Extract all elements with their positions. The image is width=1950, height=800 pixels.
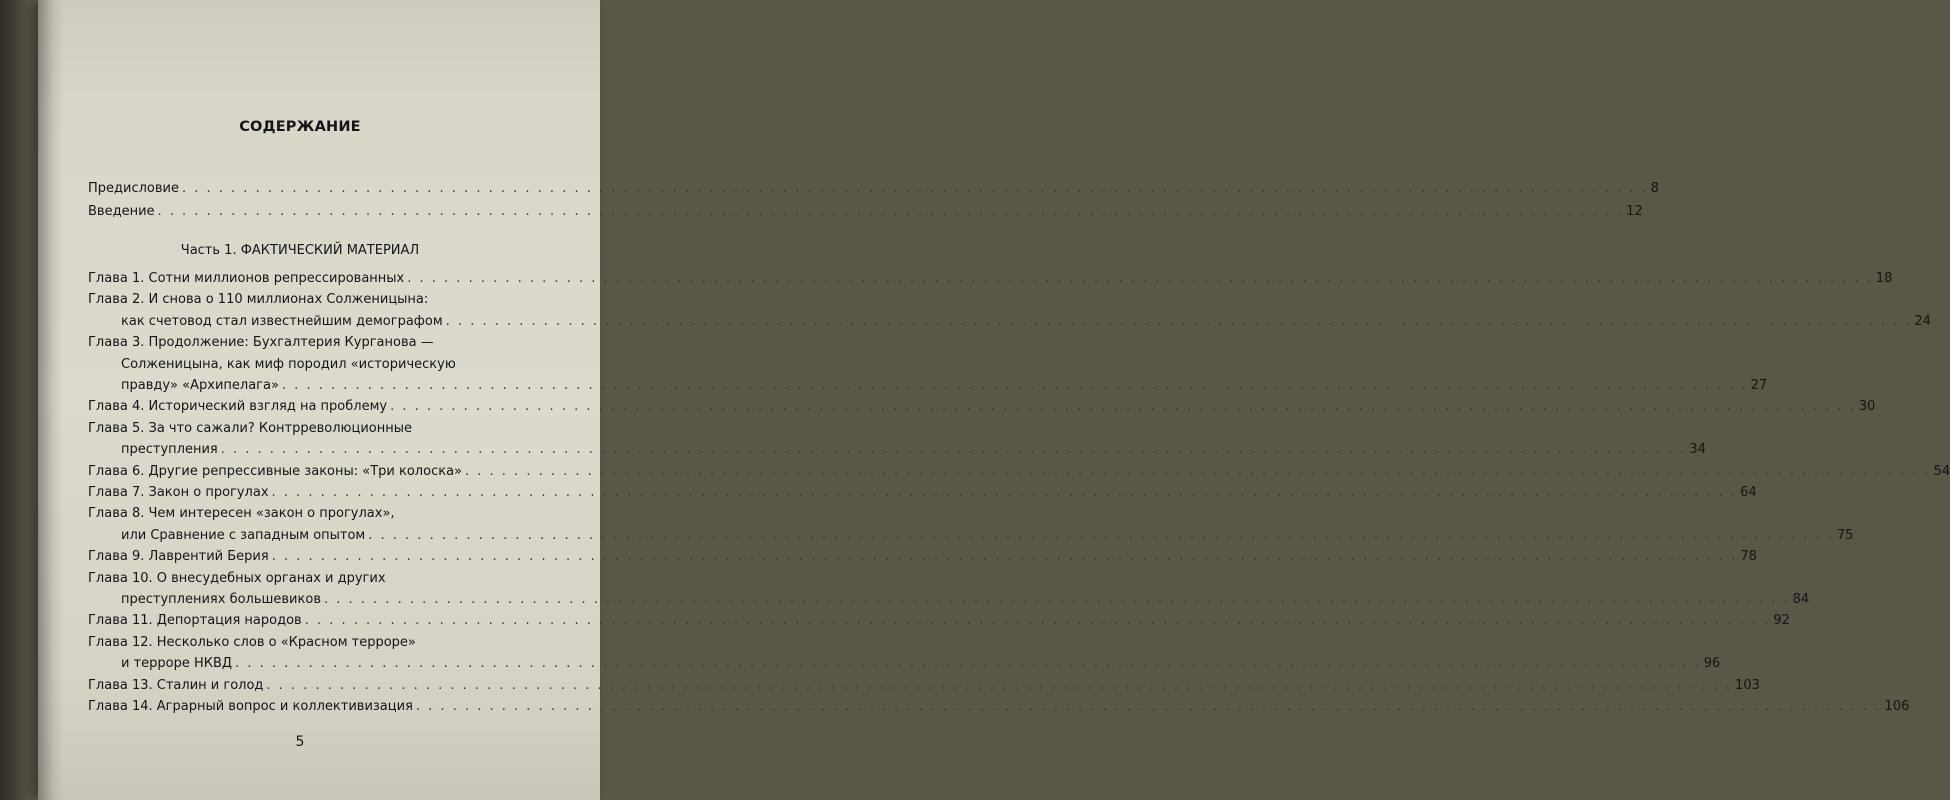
toc-entry-page: 106 [1884,699,1910,714]
toc-entry-page: 78 [1740,549,1757,565]
toc-entry-page: 103 [1735,677,1760,693]
dot-leader: . . . . . . . . . . . . . . . . . . . . . . . . . . . . . . . . . . . . . . . . . . . . . . . . . . . . . . . . . . . . . . . . . . . . . . . . . . . . . . . . . . . . . . . . . . . . . . . . . . . . . . . . . . . . . . . . . . . . . . . . [304,613,1771,629]
toc-entry-page: 30 [1858,399,1876,415]
toc-entry-page: 92 [1773,613,1790,629]
toc-entry-title: преступлениях большевиков [121,592,321,607]
dot-leader: . . . . . . . . . . . . . . . . . . . . . . . . . . . . . . . . . . . . . . . . . . . . . . . . . . . . . . . . . . . . . . . . . . . . . . . . . . . . . . . . . . . . . . . . . . . . . . . . . . . . . . . . . . . . . . . . . . . . . . . . [271,485,1738,500]
toc-entry-chapter-4 [88,398,1876,415]
toc-entry-chapter-13 [88,677,1760,694]
toc-entry-title: и терроре НКВД [121,656,233,672]
toc-entry-title-line: Глава 10. О внесудебных органах и других [88,570,386,586]
toc-entry-front [88,203,1643,220]
toc-entry-chapter-2 [121,313,1931,330]
dot-leader: . . . . . . . . . . . . . . . . . . . . . . . . . . . . . . . . . . . . . . . . . . . . . . . . . . . . . . . . . . . . . . . . . . . . . . . . . . . . . . . . . . . . . . . . . . . . . . . . . . . . . . . . . . . . . . . . . . . . . . . . [220,442,1687,458]
toc-entry-title-line: Глава 5. За что сажали? Контрреволюционные [88,420,412,436]
toc-entry-title: Глава 13. Сталин и голод [88,677,264,693]
dot-leader: . . . . . . . . . . . . . . . . . . . . . . . . . . . . . . . . . . . . . . . . . . . . . . . . . . . . . . . . . . . . . . . . . . . . . . . . . . . . . . . . . . . . . . . . . . . . . . . . . . . . . . . . . . . . . . . . . . . . . . . . [407,271,1873,286]
toc-entry-page: 75 [1836,527,1854,543]
toc-entry-page: 64 [1740,485,1757,500]
toc-entry-title-line: Глава 3. Продолжение: Бухгалтерия Курганова — [88,335,434,351]
toc-entry-page: 54 [1933,463,1950,479]
toc-entry-title: Глава 4. Исторический взгляд на проблему [88,399,388,415]
toc-entry-title: Глава 14. Аграрный вопрос и коллективизация [88,699,413,714]
toc-entry-chapter-10 [121,591,1810,608]
toc-entry-title: Введение [88,204,155,219]
page-number: 5 [295,734,305,750]
dot-leader: . . . . . . . . . . . . . . . . . . . . . . . . . . . . . . . . . . . . . . . . . . . . . . . . . . . . . . . . . . . . . . . . . . . . . . . . . . . . . . . . . . . . . . . . . . . . . . . . . . . . . . . . . . . . . . . . . . . . . . . . [390,399,1856,415]
toc-entry-title-line: Глава 12. Несколько слов о «Красном терроре» [88,634,416,650]
toc-entry-chapter-11 [88,612,1790,629]
toc-entry-title: преступления [121,442,218,458]
toc-entry-title: Глава 11. Депортация народов [88,613,302,629]
toc-entry-chapter-12 [121,655,1721,672]
toc-entry-page: 27 [1750,378,1768,393]
toc-entry-title: как счетовод стал известнейшим демографом [121,313,443,329]
toc-entry-chapter-6 [88,463,1950,480]
toc-entry-chapter-8 [121,527,1854,544]
toc-entry-chapter-5 [121,441,1706,458]
dot-leader: . . . . . . . . . . . . . . . . . . . . . . . . . . . . . . . . . . . . . . . . . . . . . . . . . . . . . . . . . . . . . . . . . . . . . . . . . . . . . . . . . . . . . . . . . . . . . . . . . . . . . . . . . . . . . . . . . . . . . . . . [235,656,1701,672]
toc-entry-chapter-14 [88,698,1910,715]
toc-entry-title-line: Солженицына, как миф породил «историческую [121,356,456,372]
toc-entry-page: 18 [1875,271,1893,286]
toc-entry-title: Глава 6. Другие репрессивные законы: «Три колоска» [88,463,462,479]
part-heading: Часть 1. ФАКТИЧЕСКИЙ МАТЕРИАЛ [180,243,420,258]
toc-entry-page: 24 [1914,313,1931,329]
toc-entry-page: 96 [1703,656,1721,672]
dot-leader: . . . . . . . . . . . . . . . . . . . . . . . . . . . . . . . . . . . . . . . . . . . . . . . . . . . . . . . . . . . . . . . . . . . . . . . . . . . . . . . . . . . . . . . . . . . . . . . . . . . . . . . . . . . . . . . . . . . . . . . . [266,677,1733,693]
dot-leader: . . . . . . . . . . . . . . . . . . . . . . . . . . . . . . . . . . . . . . . . . . . . . . . . . . . . . . . . . . . . . . . . . . . . . . . . . . . . . . . . . . . . . . . . . . . . . . . . . . . . . . . . . . . . . . . . . . . . . . . . [271,549,1738,565]
toc-entry-title: Глава 9. Лаврентий Берия [88,549,269,565]
toc-entry-page: 84 [1792,592,1810,607]
toc-entry-front [88,180,1659,197]
toc-entry-chapter-9 [88,548,1757,565]
toc-entry-title-line: Глава 8. Чем интересен «закон о прогулах», [88,506,395,522]
toc-entry-page: 8 [1650,181,1659,196]
dot-leader: . . . . . . . . . . . . . . . . . . . . . . . . . . . . . . . . . . . . . . . . . . . . . . . . . . . . . . . . . . . . . . . . . . . . . . . . . . . . . . . . . . . . . . . . . . . . . . . . . . . . . . . . . . . . . . . . . . . . . . . . [281,378,1748,393]
toc-entry-title: правду» «Архипелага» [121,378,279,393]
page-title: СОДЕРЖАНИЕ [239,119,361,135]
toc-entry-title: Глава 7. Закон о прогулах [88,485,269,500]
toc-entry-title: Предисловие [88,181,179,196]
toc-entry-chapter-3 [121,377,1768,394]
dot-leader: . . . . . . . . . . . . . . . . . . . . . . . . . . . . . . . . . . . . . . . . . . . . . . . . . . . . . . . . . . . . . . . . . . . . . . . . . . . . . . . . . . . . . . . . . . . . . . . . . . . . . . . . . . . . . . . . . . . . . . . . [181,181,1648,196]
toc-entry-chapter-7 [88,484,1757,501]
dot-leader: . . . . . . . . . . . . . . . . . . . . . . . . . . . . . . . . . . . . . . . . . . . . . . . . . . . . . . . . . . . . . . . . . . . . . . . . . . . . . . . . . . . . . . . . . . . . . . . . . . . . . . . . . . . . . . . . . . . . . . . . [157,204,1624,219]
dot-leader: . . . . . . . . . . . . . . . . . . . . . . . . . . . . . . . . . . . . . . . . . . . . . . . . . . . . . . . . . . . . . . . . . . . . . . . . . . . . . . . . . . . . . . . . . . . . . . . . . . . . . . . . . . . . . . . . . . . . . . . . [415,699,1882,714]
dot-leader: . . . . . . . . . . . . . . . . . . . . . . . . . . . . . . . . . . . . . . . . . . . . . . . . . . . . . . . . . . . . . . . . . . . . . . . . . . . . . . . . . . . . . . . . . . . . . . . . . . . . . . . . . . . . . . . . . . . . . . . . [445,313,1912,329]
dot-leader: . . . . . . . . . . . . . . . . . . . . . . . . . . . . . . . . . . . . . . . . . . . . . . . . . . . . . . . . . . . . . . . . . . . . . . . . . . . . . . . . . . . . . . . . . . . . . . . . . . . . . . . . . . . . . . . . . . . . . . . . [368,527,1834,543]
dot-leader: . . . . . . . . . . . . . . . . . . . . . . . . . . . . . . . . . . . . . . . . . . . . . . . . . . . . . . . . . . . . . . . . . . . . . . . . . . . . . . . . . . . . . . . . . . . . . . . . . . . . . . . . . . . . . . . . . . . . . . . . [323,592,1790,607]
toc-entry-title-line: Глава 2. И снова о 110 миллионах Солженицына: [88,292,429,308]
toc-entry-page: 34 [1689,442,1706,458]
dot-leader: . . . . . . . . . . . . . . . . . . . . . . . . . . . . . . . . . . . . . . . . . . . . . . . . . . . . . . . . . . . . . . . . . . . . . . . . . . . . . . . . . . . . . . . . . . . . . . . . . . . . . . . . . . . . . . . . . . . . . . . . [465,463,1931,479]
toc-entry-title: Глава 1. Сотни миллионов репрессированных [88,271,405,286]
toc-entry-page: 12 [1626,204,1643,219]
toc-entry-title: или Сравнение с западным опытом [121,527,366,543]
toc-entry-chapter-1 [88,270,1893,287]
